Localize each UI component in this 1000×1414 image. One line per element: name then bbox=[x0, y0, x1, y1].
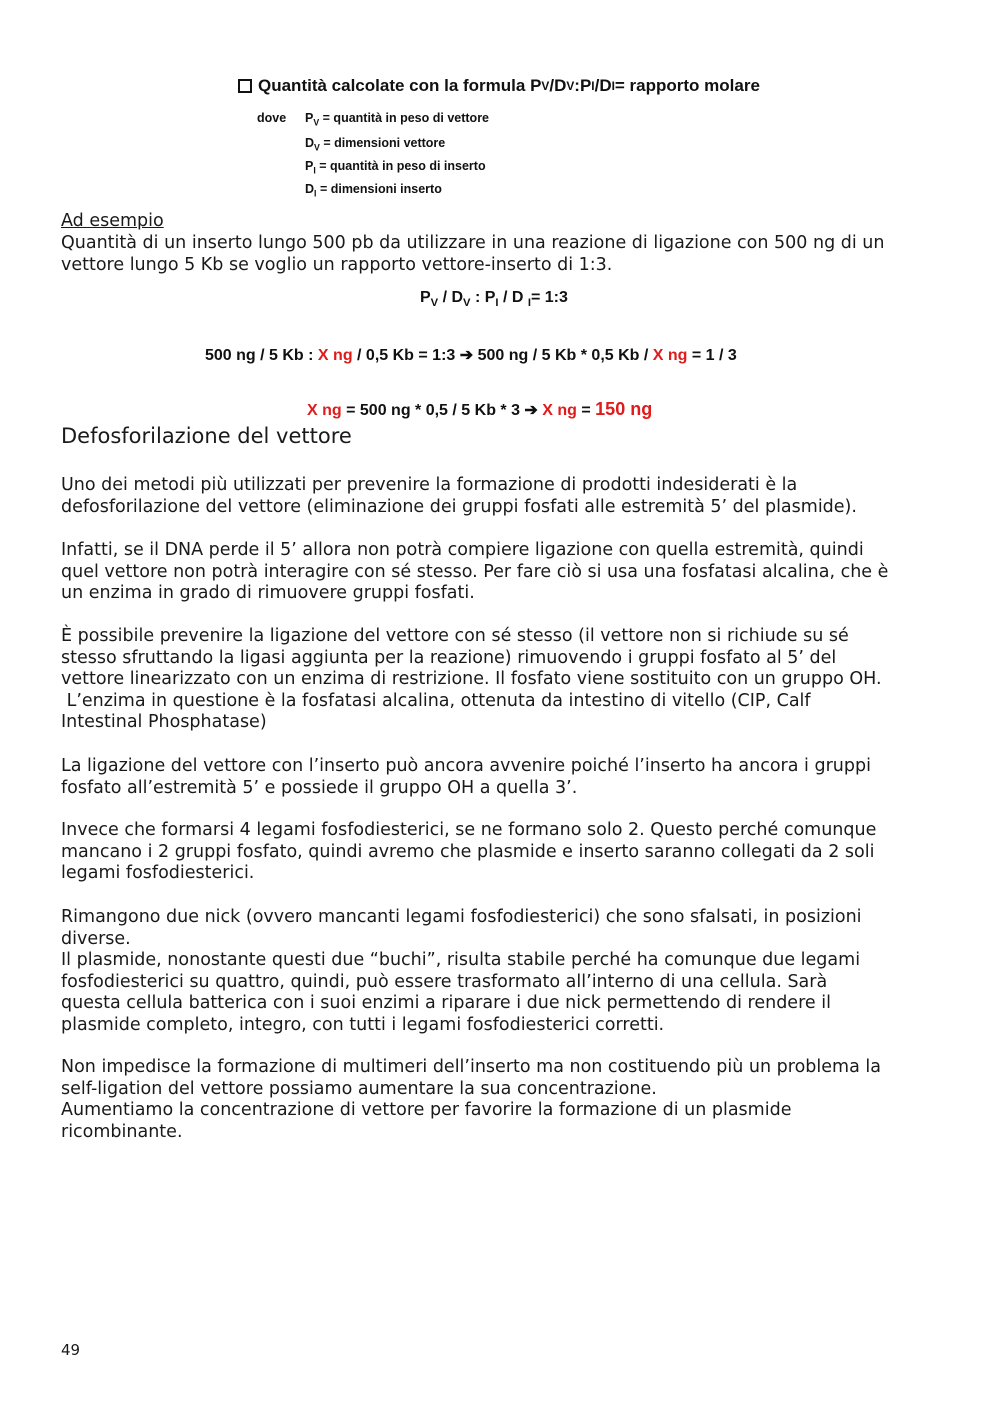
page-number: 49 bbox=[61, 1341, 81, 1359]
paragraph: Infatti, se il DNA perde il 5’ allora non potrà compiere ligazione con quella estremità, quindi quel vettore non potrà interagire con sé stesso. Per fare ciò si usa una fosfatasi alcalina, che è un enzima in grado di rimuovere gruppi fosfati. bbox=[61, 540, 889, 604]
definition-pi: $P_I$ = quantità in peso di inserto bbox=[305, 159, 486, 176]
paragraph: La ligazione del vettore con l’inserto può ancora avvenire poiché l’inserto ha ancora i gruppi fosfato all’estremità 5’ e possiede il gruppo OH a quella 3’. bbox=[61, 756, 871, 798]
proportion-equation: 500 ng / 5 Kb : X ng / 0,5 Kb = 1:3 ➔ 500 ng / 5 Kb * 0,5 Kb / X ng = 1 / 3 bbox=[205, 347, 737, 364]
arrow-right-icon: ➔ bbox=[524, 402, 538, 419]
definition-pv: $P_V$ = quantità in peso di vettore bbox=[305, 111, 490, 128]
where-label: dove bbox=[257, 111, 287, 125]
formula-heading: Quantità calcolate con la formula P V /D V :P I /D I = rapporto molare bbox=[238, 76, 760, 96]
definition-di: $D_I$ = dimensioni inserto bbox=[305, 182, 442, 199]
paragraph: Rimangono due nick (ovvero mancanti legami fosfodiesterici) che sono sfalsati, in posizioni diverse. Il plasmide, nonostante questi due “buchi”, risulta stabile perché ha comunque due legami fosfodiesterici su quattro, quindi, può essere trasformato all’interno di una cellula. Sarà questa cellula batterica con i suoi enzimi a riparare i due nick permettendo di rendere il plasmide completo, integro, con tutti i legami fosfodiesterici corretti. bbox=[61, 907, 862, 1035]
checkbox-bullet-icon bbox=[238, 79, 252, 93]
paragraph: Uno dei metodi più utilizzati per prevenire la formazione di prodotti indesiderati è la defosforilazione del vettore (eliminazione dei gruppi fosfati alle estremità 5’ del plasmide). bbox=[61, 475, 857, 517]
example-title: Ad esempio bbox=[61, 211, 164, 231]
definition-dv: $D_V$ = dimensioni vettore bbox=[305, 136, 446, 153]
example-line: vettore lungo 5 Kb se voglio un rapporto vettore-inserto di 1:3. bbox=[61, 255, 613, 275]
paragraph: Invece che formarsi 4 legami fosfodiesterici, se ne formano solo 2. Questo perché comunque mancano i 2 gruppi fosfato, quindi avremo che plasmide e inserto saranno collegati da 2 soli legami fosfodiesterici. bbox=[61, 820, 877, 884]
section-title: Defosforilazione del vettore bbox=[61, 424, 352, 448]
example-line: Quantità di un inserto lungo 500 pb da utilizzare in una reazione di ligazione con 500 ng di un bbox=[61, 233, 885, 253]
paragraph: Non impedisce la formazione di multimeri dell’inserto ma non costituendo più un problema la self-ligation del vettore possiamo aumentare la sua concentrazione. Aumentiamo la concentrazione di vettore per favorire la formazione di un plasmide ricombinante. bbox=[61, 1057, 881, 1142]
result-value: 150 ng bbox=[595, 399, 653, 419]
paragraph: È possibile prevenire la ligazione del vettore con sé stesso (il vettore non si richiude su sé stesso sfruttando la ligasi aggiunta per la reazione) rimuovendo i gruppi fosfato al 5’ del vettore linearizzato con un enzima di restrizione. Il fosfato viene sostituito con un gruppo OH. L’enzima in questione è la fosfatasi alcalina, ottenuta da intestino di vitello (CIP, Calf Intestinal Phosphatase) bbox=[61, 626, 882, 733]
result-equation: X ng = 500 ng * 0,5 / 5 Kb * 3 ➔ X ng = 150 ng bbox=[307, 399, 653, 419]
ratio-equation: $P_V / D_V$ : $P_I$ / D $_I$= 1:3 bbox=[420, 289, 568, 310]
arrow-right-icon: ➔ bbox=[459, 347, 474, 364]
